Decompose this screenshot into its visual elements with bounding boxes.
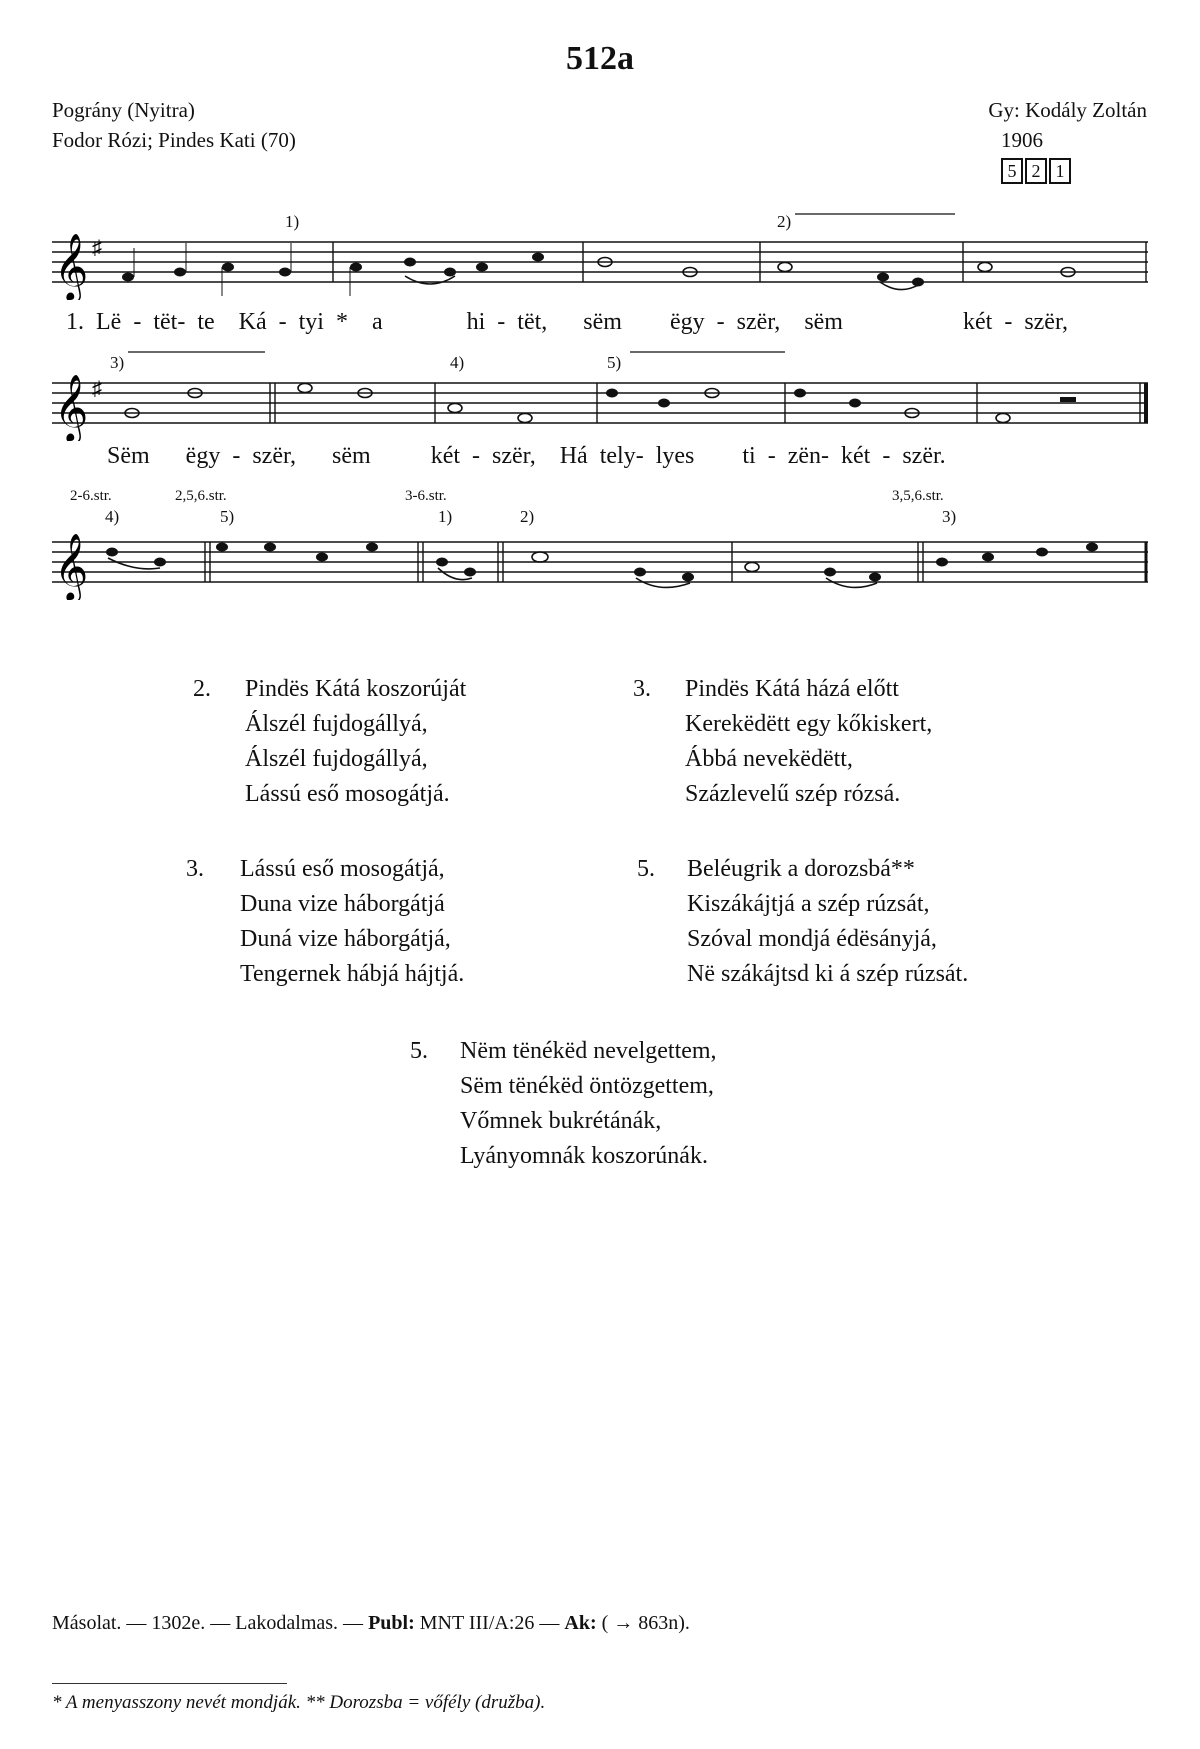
- location: Pográny (Nyitra): [52, 98, 195, 122]
- verse-line: Nëm tënékëd nevelgettem,: [460, 1038, 717, 1064]
- verse-number: 3.: [186, 856, 204, 882]
- page-number: 512a: [566, 40, 634, 77]
- variant-mark: 2): [520, 507, 535, 526]
- class-box: 5: [1001, 158, 1023, 184]
- verse-line: Lássú eső mosogátjá,: [240, 856, 445, 882]
- verse-line: Vőmnek bukrétánák,: [460, 1108, 662, 1134]
- verse-line: Duna vize háborgátjá: [240, 891, 445, 917]
- variant-bracket: [0, 210, 1200, 230]
- variant-bracket: [0, 348, 1200, 368]
- variant-mark: 4): [450, 353, 465, 372]
- variant-label: 2-6.str.: [70, 488, 112, 504]
- treble-clef-icon: 𝄞: [54, 373, 89, 441]
- verse-line: Kiszákájtjá a szép rúzsát,: [687, 891, 930, 917]
- footnote: * A menyasszony nevét mondják. ** Dorozsba = vőfély (družba).: [52, 1692, 546, 1713]
- source-info: Másolat. — 1302e. — Lakodalmas. — Publ: MNT III/A:26 — Ak: ( → 863n).: [52, 1612, 690, 1634]
- verse-number: 2.: [193, 676, 211, 702]
- treble-clef-icon: 𝄞: [54, 232, 89, 300]
- variant-mark: 3): [942, 507, 957, 526]
- sharp-icon: ♯: [92, 237, 102, 259]
- variant-label: 3-6.str.: [405, 488, 447, 504]
- verse-number: 3.: [633, 676, 651, 702]
- verse-block: [633, 672, 1063, 817]
- verse-line: Lyányomnák koszorúnák.: [460, 1143, 708, 1169]
- verse-block: [186, 852, 576, 997]
- music-staff-1: [0, 230, 1200, 300]
- verse-block: [193, 672, 573, 817]
- verse-line: Kerekëdëtt egy kőkiskert,: [685, 711, 933, 737]
- footnote-divider: [52, 1683, 287, 1684]
- verse-line: Sëm tënékëd öntözgettem,: [460, 1073, 714, 1099]
- variant-label: 2,5,6.str.: [175, 488, 227, 504]
- lyrics-line-1: 1. Lë - tët- te Ká - tyi * a hi - tët, sëm ëgy - szër, sëm két - szër,: [66, 309, 1068, 335]
- performers: Fodor Rózi; Pindes Kati (70): [52, 128, 296, 152]
- verse-line: Pindës Kátá koszorúját: [245, 676, 467, 702]
- verse-number: 5.: [410, 1038, 428, 1064]
- verse-line: Beléugrik a dorozsbá**: [687, 856, 915, 882]
- verse-line: Szóval mondjá édësányjá,: [687, 926, 937, 952]
- classification-boxes: [1001, 158, 1071, 184]
- variant-mark: 3): [110, 353, 125, 372]
- variant-mark: 1): [285, 212, 300, 231]
- verse-line: Lássú eső mosogátjá.: [245, 781, 450, 807]
- treble-clef-icon: 𝄞: [54, 532, 89, 600]
- verse-line: Ábbá nevekëdëtt,: [685, 746, 853, 772]
- verse-block: [637, 852, 1077, 997]
- verse-line: Duná vize háborgátjá,: [240, 926, 451, 952]
- verse-line: Tengernek hábjá hájtjá.: [240, 961, 465, 987]
- verse-line: Në szákájtsd ki á szép rúzsát.: [687, 961, 969, 987]
- verse-line: Pindës Kátá házá előtt: [685, 676, 899, 702]
- verse-line: Százlevelű szép rózsá.: [685, 781, 901, 807]
- verse-line: Álszél fujdogállyá,: [245, 746, 428, 772]
- verse-line: Álszél fujdogállyá,: [245, 711, 428, 737]
- class-box: 2: [1025, 158, 1047, 184]
- music-staff-2: [0, 371, 1200, 441]
- variant-mark: 5): [607, 353, 622, 372]
- variant-mark: 2): [777, 212, 792, 231]
- verse-block: [410, 1034, 830, 1179]
- variant-mark: 5): [220, 507, 235, 526]
- class-box: 1: [1049, 158, 1071, 184]
- verse-number: 5.: [637, 856, 655, 882]
- variant-label: 3,5,6.str.: [892, 488, 944, 504]
- variant-mark: 4): [105, 507, 120, 526]
- sharp-icon: ♯: [92, 378, 102, 400]
- lyrics-line-2: Sëm ëgy - szër, sëm két - szër, Há tely- lyes ti - zën- két - szër.: [107, 443, 946, 469]
- music-staff-3: [0, 530, 1200, 600]
- collector: Gy: Kodály Zoltán: [988, 98, 1147, 122]
- year: 1906: [1001, 128, 1043, 152]
- variant-mark: 1): [438, 507, 453, 526]
